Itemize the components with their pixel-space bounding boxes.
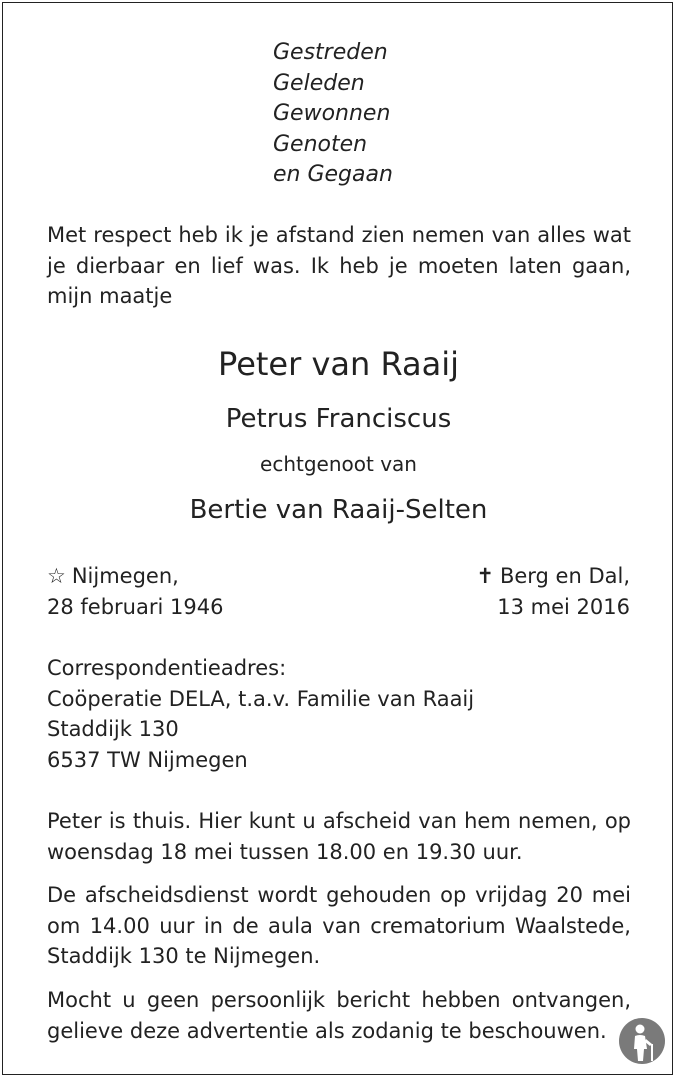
poem-line: Gewonnen (273, 101, 391, 126)
poem-line: Gestreden (273, 40, 388, 65)
address-line: Staddijk 130 (47, 717, 179, 741)
person-silhouette-icon (618, 1017, 666, 1065)
intro-text: Met respect heb ik je afstand zien nemen van alles wat je dierbaar en lief was. Ik heb je moeten laten gaan, mijn maatje (47, 223, 631, 308)
notice-text: Mocht u geen persoonlijk bericht hebben ontvangen, gelieve deze advertentie als zodanig te beschouwen. (47, 988, 631, 1043)
visitation-text: Peter is thuis. Hier kunt u afscheid van hem nemen, op woensdag 18 mei tussen 18.00 en 19.30 uur. (47, 809, 631, 864)
deceased-name: Peter van Raaij (218, 345, 459, 383)
poem-line: Genoten (273, 131, 368, 157)
address-line: 6537 TW Nijmegen (47, 747, 248, 772)
cross-icon: ✝ (476, 564, 494, 588)
deceased-given-names: Petrus Franciscus (225, 404, 452, 434)
relation-label: echtgenoot van (260, 452, 417, 476)
star-icon: ☆ (47, 564, 66, 588)
service-text: De afscheidsdienst wordt gehouden op vrijdag 20 mei om 14.00 uur in de aula van crematorium Waalstede, Staddijk 130 te Nijmegen. (47, 883, 631, 968)
birth-info (47, 561, 223, 622)
poem-line: Geleden (273, 70, 365, 96)
address-label: Correspondentieadres: (47, 656, 287, 680)
poem (273, 38, 393, 191)
address-line: Coöperatie DELA, t.a.v. Familie van Raaij (47, 686, 475, 711)
death-date: 13 mei 2016 (497, 594, 630, 619)
spouse-name: Bertie van Raaij-Selten (189, 495, 488, 525)
birth-date: 28 februari 1946 (47, 594, 224, 619)
birth-place: Nijmegen, (71, 564, 179, 588)
death-info (476, 561, 630, 622)
poem-line: en Gegaan (273, 162, 393, 187)
correspondence-address (47, 653, 474, 775)
death-place: Berg en Dal, (499, 564, 630, 588)
